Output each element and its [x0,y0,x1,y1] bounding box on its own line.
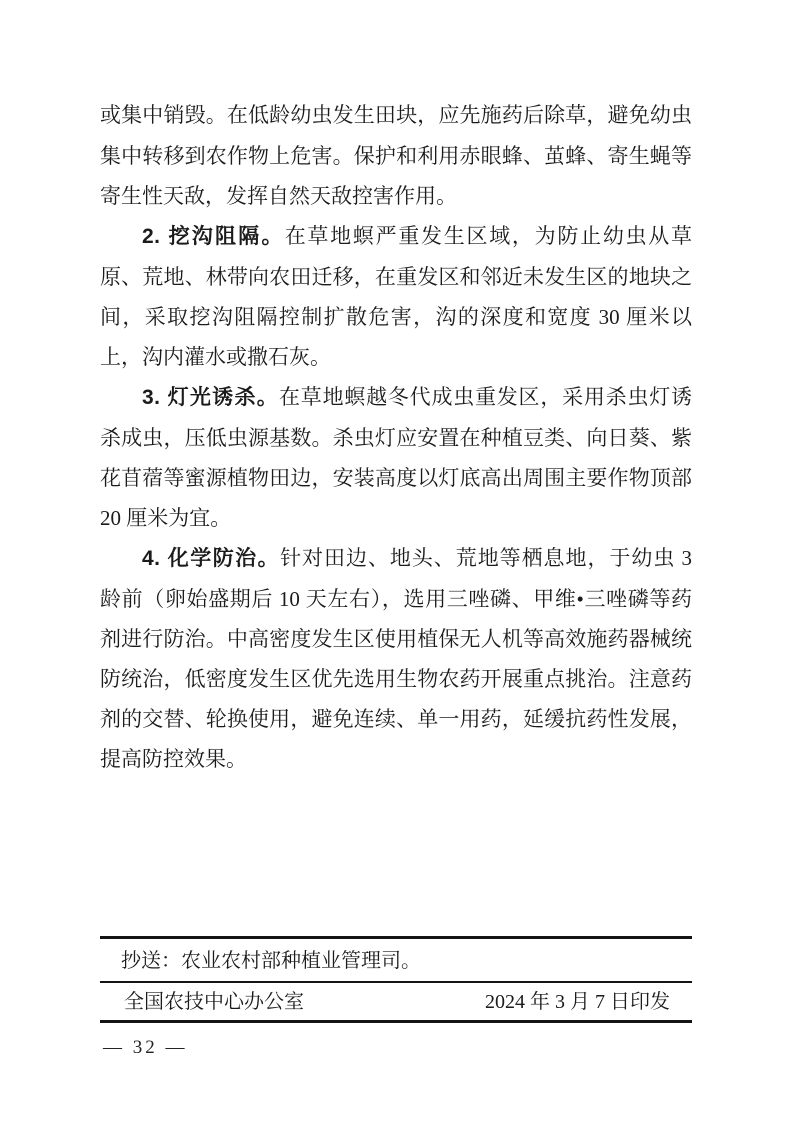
cc-line: 抄送：农业农村部种植业管理司。 [121,950,421,972]
paragraph-text: 在草地螟严重发生区域，为防止幼虫从草原、荒地、林带向农田迁移，在重发区和邻近未发生区的地块之间，采取挖沟阻隔控制扩散危害，沟的深度和宽度 30 厘米以上，沟内灌水或撒石灰。 [100,224,693,369]
paragraph-text: 或集中销毁。在低龄幼虫发生田块，应先施药后除草，避免幼虫集中转移到农作物上危害。保护和利用赤眼蜂、茧蜂、寄生蝇等寄生性天敌，发挥自然天敌控害作用。 [100,103,692,208]
paragraph [100,216,692,377]
document-body [100,95,692,779]
issue-date: 2024 年 3 月 7 日印发 [485,991,670,1013]
paragraph-text: 在草地螟越冬代成虫重发区，采用杀虫灯诱杀成虫，压低虫源基数。杀虫灯应安置在种植豆类、向日葵、紫花苜蓿等蜜源植物田边，安装高度以灯底高出周围主要作物顶部 20 厘米为宜。 [100,385,692,530]
paragraph-lead: 2. 挖沟阻隔。 [142,225,285,248]
issuing-office: 全国农技中心办公室 [124,991,304,1013]
paragraph-lead: 3. 灯光诱杀。 [142,386,280,409]
footer-divider-top [100,936,692,939]
paragraph [100,538,692,779]
paragraph-lead: 4. 化学防治。 [142,547,281,570]
footer-divider-bottom [100,1020,692,1023]
footer-divider-middle [100,981,692,983]
paragraph [100,377,692,538]
paragraph [100,95,692,216]
page-number: — 32 — [103,1037,188,1058]
issue-row [100,989,692,1015]
paragraph-text: 针对田边、地头、荒地等栖息地，于幼虫 3 龄前（卵始盛期后 10 天左右），选用三唑磷、甲维•三唑磷等药剂进行防治。中高密度发生区使用植保无人机等高效施药器械统防统治，低密度发生区优先选用生物农药开展重点挑治。注意药剂的交替、轮换使用，避免连续、单一用药，延缓抗药性发展，提高防控效果。 [100,546,692,771]
